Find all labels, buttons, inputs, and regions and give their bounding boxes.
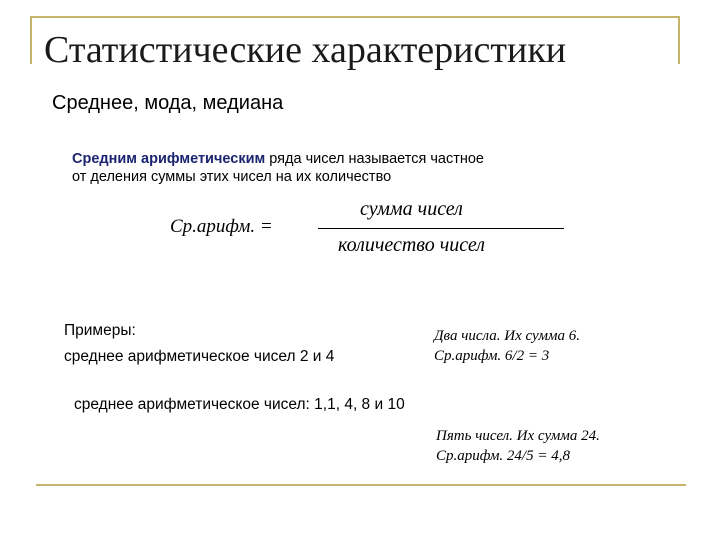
example-1-note — [434, 326, 580, 366]
slide-frame-left-border — [30, 16, 32, 64]
examples-heading: Примеры: — [64, 322, 136, 339]
slide-frame-top-border — [30, 16, 680, 18]
example-1-text: среднее арифметическое чисел 2 и 4 — [64, 348, 335, 365]
definition-text — [72, 150, 632, 186]
formula-fraction-bar — [318, 228, 564, 229]
example-2-note — [436, 426, 600, 466]
example-2-note-line-1: Пять чисел. Их сумма 24. — [436, 428, 600, 444]
slide-title: Статистические характеристики — [44, 29, 567, 71]
example-1-note-line-2: Ср.арифм. 6/2 = 3 — [434, 348, 550, 364]
example-2-note-line-2: Ср.арифм. 24/5 = 4,8 — [436, 448, 570, 464]
slide-frame-right-border — [678, 16, 680, 64]
definition-line-2: от деления суммы этих чисел на их количество — [72, 169, 392, 185]
example-1-note-line-1: Два числа. Их сумма 6. — [434, 328, 580, 344]
examples-block — [64, 318, 334, 370]
definition-line-1-rest: ряда чисел называется частное — [265, 151, 484, 167]
definition-line-1 — [72, 150, 632, 168]
definition-term: Средним арифметическим — [72, 151, 266, 167]
slide-frame-bottom-border — [36, 484, 686, 486]
formula-numerator: сумма чисел — [360, 198, 463, 220]
formula-denominator: количество чисел — [338, 234, 485, 256]
formula-left-side: Ср.арифм. = — [170, 216, 273, 237]
slide-subtitle: Среднее, мода, медиана — [52, 92, 284, 114]
example-2-text: среднее арифметическое чисел: 1,1, 4, 8 и 10 — [74, 396, 405, 413]
